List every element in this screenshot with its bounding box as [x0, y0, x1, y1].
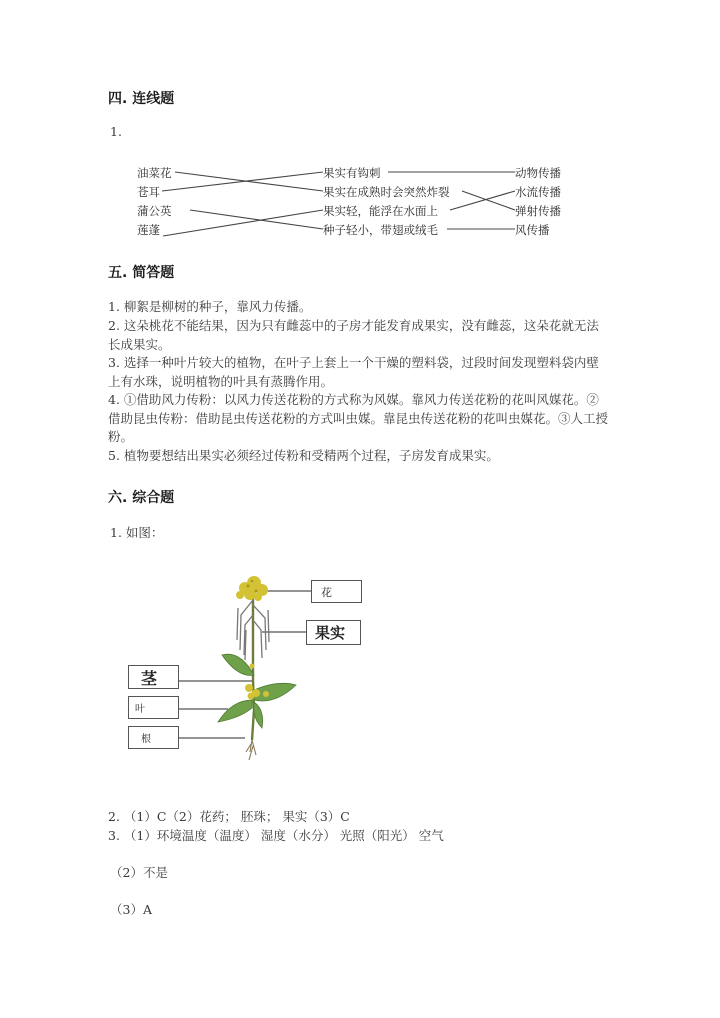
label-box-stem [128, 665, 179, 689]
left-item-3: 莲蓬 [137, 223, 160, 237]
answer-1: 1. 柳絮是柳树的种子，靠风力传播。 [108, 299, 312, 314]
answer-2: 2. 这朵桃花不能结果，因为只有雌蕊中的子房才能发育成果实，没有雌蕊，这朵花就无法长成果实。 [108, 318, 599, 352]
right-item-0: 动物传播 [515, 166, 561, 180]
middle-item-1: 果实在成熟时会突然炸裂 [323, 185, 450, 199]
section-4-title: 四. 连线题 [108, 91, 175, 107]
answer-5: 5. 植物要想结出果实必须经过传粉和受精两个过程，子房发育成果实。 [108, 448, 499, 463]
answer-3: 3. 选择一种叶片较大的植物，在叶子上套上一个干燥的塑料袋，过段时间发现塑料袋内壁上有水珠，说明植物的叶具有蒸腾作用。 [108, 355, 599, 389]
middle-item-3: 种子轻小，带翅或绒毛 [323, 223, 438, 237]
left-item-0: 油菜花 [137, 166, 172, 180]
right-item-1: 水流传播 [515, 185, 561, 199]
answer-4: 4. ①借助风力传粉：以风力传送花粉的方式称为风媒。靠风力传送花粉的花叫风媒花。②借助昆虫传粉：借助昆虫传送花粉的方式叫虫媒。靠昆虫传送花粉的花叫虫媒花。③人工授粉。 [108, 392, 609, 444]
label-root: 根 [141, 734, 151, 745]
left-item-1: 苍耳 [137, 185, 160, 199]
label-box-fruit [306, 620, 361, 645]
question-1-label: 1. [110, 124, 122, 139]
label-box-leaf [128, 696, 179, 719]
label-flower: 花 [321, 585, 332, 599]
label-leaf: 叶 [135, 704, 145, 715]
question-3-answer: 3. （1）环境温度（温度） 湿度（水分） 光照（阳光） 空气 [108, 828, 444, 843]
question-3-part-2: （2）不是 [110, 865, 168, 880]
middle-item-2: 果实轻，能浮在水面上 [323, 204, 438, 218]
label-fruit: 果实 [315, 624, 346, 642]
left-item-2: 蒲公英 [137, 204, 172, 218]
question-1-label: 1. 如图： [110, 525, 164, 540]
middle-item-0: 果实有钩刺 [323, 166, 381, 180]
right-item-2: 弹射传播 [515, 204, 561, 218]
right-item-3: 风传播 [515, 223, 550, 237]
section-6-title: 六. 综合题 [108, 490, 175, 506]
label-stem: 茎 [141, 668, 158, 688]
section-5-title: 五. 简答题 [108, 265, 175, 281]
label-box-root [128, 726, 179, 749]
label-box-flower [311, 580, 362, 603]
question-3-part-3: （3）A [110, 902, 152, 917]
question-2-answer: 2. （1）C（2）花药； 胚珠； 果实（3）C [108, 809, 350, 824]
